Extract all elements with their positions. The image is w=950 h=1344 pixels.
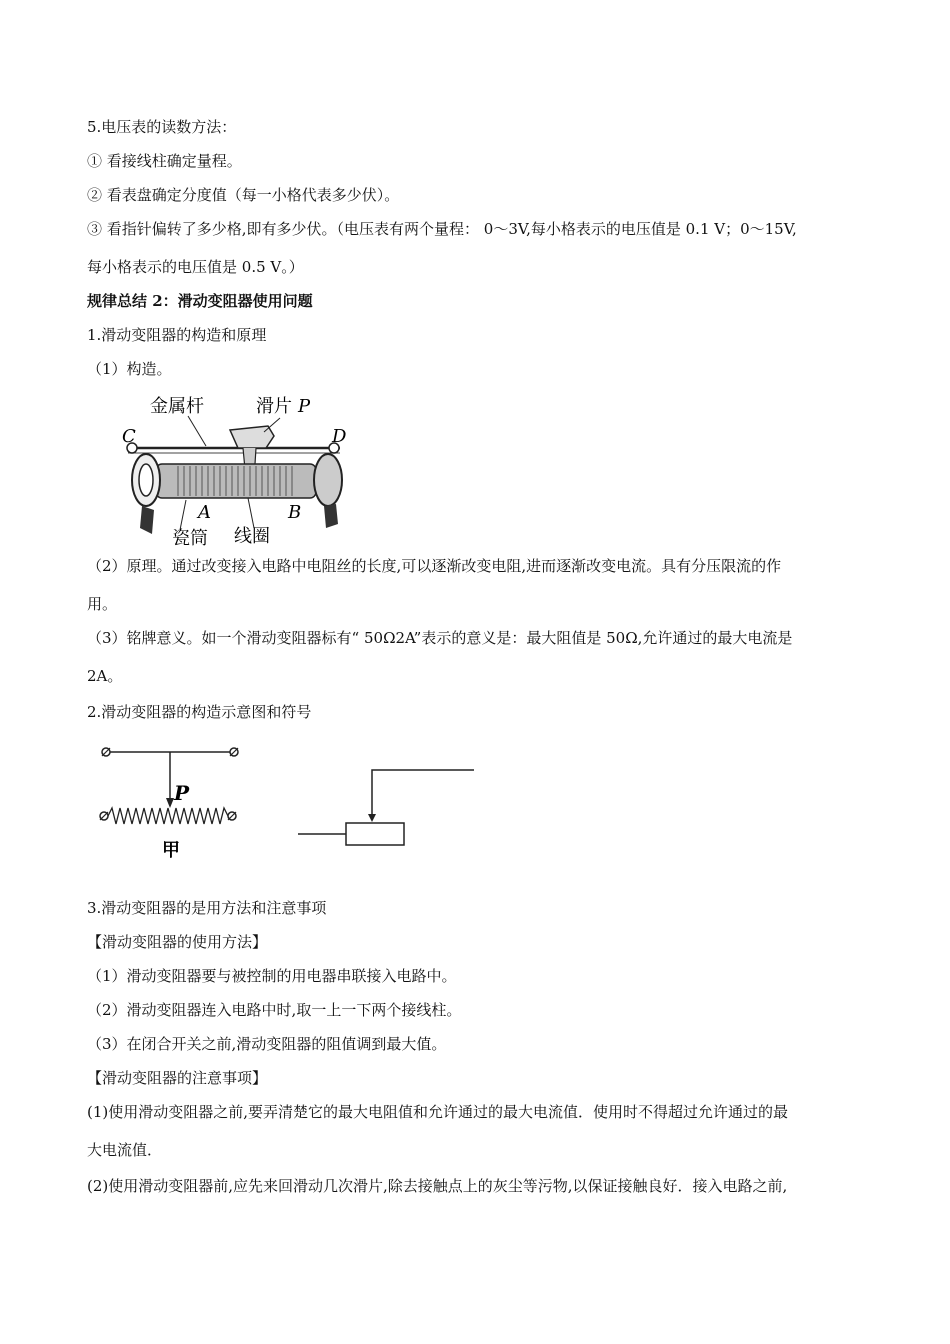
summary-heading: 规律总结 2：滑动变阻器使用问题	[87, 292, 313, 310]
section-1-title: 1.滑动变阻器的构造和原理	[87, 326, 267, 344]
right-end-cap	[314, 454, 342, 506]
section-2-title: 2.滑动变阻器的构造示意图和符号	[87, 703, 312, 721]
label-p: P	[174, 781, 190, 805]
voltmeter-step-3: ③ 看指针偏转了多少格,即有多少伏。（电压表有两个量程： 0～3V,每小格表示的电压值是 0.1 V；0～15V,	[87, 220, 797, 238]
label-b: B	[288, 502, 302, 523]
nameplate-text: （3）铭牌意义。如一个滑动变阻器标有“ 50Ω2A”表示的意义是：最大阻值是 50Ω,允许通过的最大电流是	[87, 629, 793, 647]
usage-item-1: （1）滑动变阻器要与被控制的用电器串联接入电路中。	[87, 967, 457, 985]
label-slider: 滑片	[256, 396, 292, 417]
label-metal-rod: 金属杆	[150, 396, 204, 417]
label-d: D	[332, 426, 347, 447]
principle-text-cont: 用。	[87, 595, 118, 613]
slider-arrow	[166, 798, 174, 808]
schematic-jia	[94, 738, 254, 868]
usage-item-3: （3）在闭合开关之前,滑动变阻器的阻值调到最大值。	[87, 1035, 447, 1053]
left-foot	[140, 506, 154, 534]
section-3-title: 3.滑动变阻器的是用方法和注意事项	[87, 899, 327, 917]
slider-arrow-symbol	[368, 814, 376, 822]
resistance-wire	[108, 808, 228, 824]
resistor-box	[346, 823, 404, 845]
usage-item-2: （2）滑动变阻器连入电路中时,取一上一下两个接线柱。	[87, 1001, 462, 1019]
structure-label: （1）构造。	[87, 360, 172, 378]
right-foot	[324, 504, 338, 528]
principle-text: （2）原理。通过改变接入电路中电阻丝的长度,可以逐渐改变电阻,进而逐渐改变电流。具有分压限流的作	[87, 557, 782, 575]
rheostat-symbol	[296, 762, 478, 852]
label-slider-p: P	[298, 396, 311, 417]
note-2: (2)使用滑动变阻器前,应先来回滑动几次滑片,除去接触点上的灰尘等污物,以保证接触良好．接入电路之前,	[87, 1177, 788, 1195]
notes-heading: 【滑动变阻器的注意事项】	[87, 1069, 268, 1087]
nameplate-text-cont: 2A。	[87, 667, 123, 685]
label-ceramic-tube: 瓷筒	[172, 528, 208, 548]
note-1-cont: 大电流值．	[87, 1141, 163, 1159]
label-c: C	[122, 426, 136, 447]
note-1: (1)使用滑动变阻器之前,要弄清楚它的最大电阻值和允许通过的最大电流值．使用时不得超过允许通过的最	[87, 1103, 789, 1121]
label-jia: 甲	[162, 840, 180, 861]
voltmeter-step-3-cont: 每小格表示的电压值是 0.5 V。）	[87, 258, 304, 276]
voltmeter-title: 5.电压表的读数方法：	[87, 118, 237, 136]
label-a: A	[198, 502, 211, 523]
rheostat-illustration	[118, 388, 358, 548]
voltmeter-step-1: ① 看接线柱确定量程。	[87, 152, 242, 170]
label-coil: 线圈	[234, 526, 270, 547]
usage-heading: 【滑动变阻器的使用方法】	[87, 933, 268, 951]
voltmeter-step-2: ② 看表盘确定分度值（每一小格代表多少伏）。	[87, 186, 400, 204]
slider-wire	[372, 770, 474, 818]
